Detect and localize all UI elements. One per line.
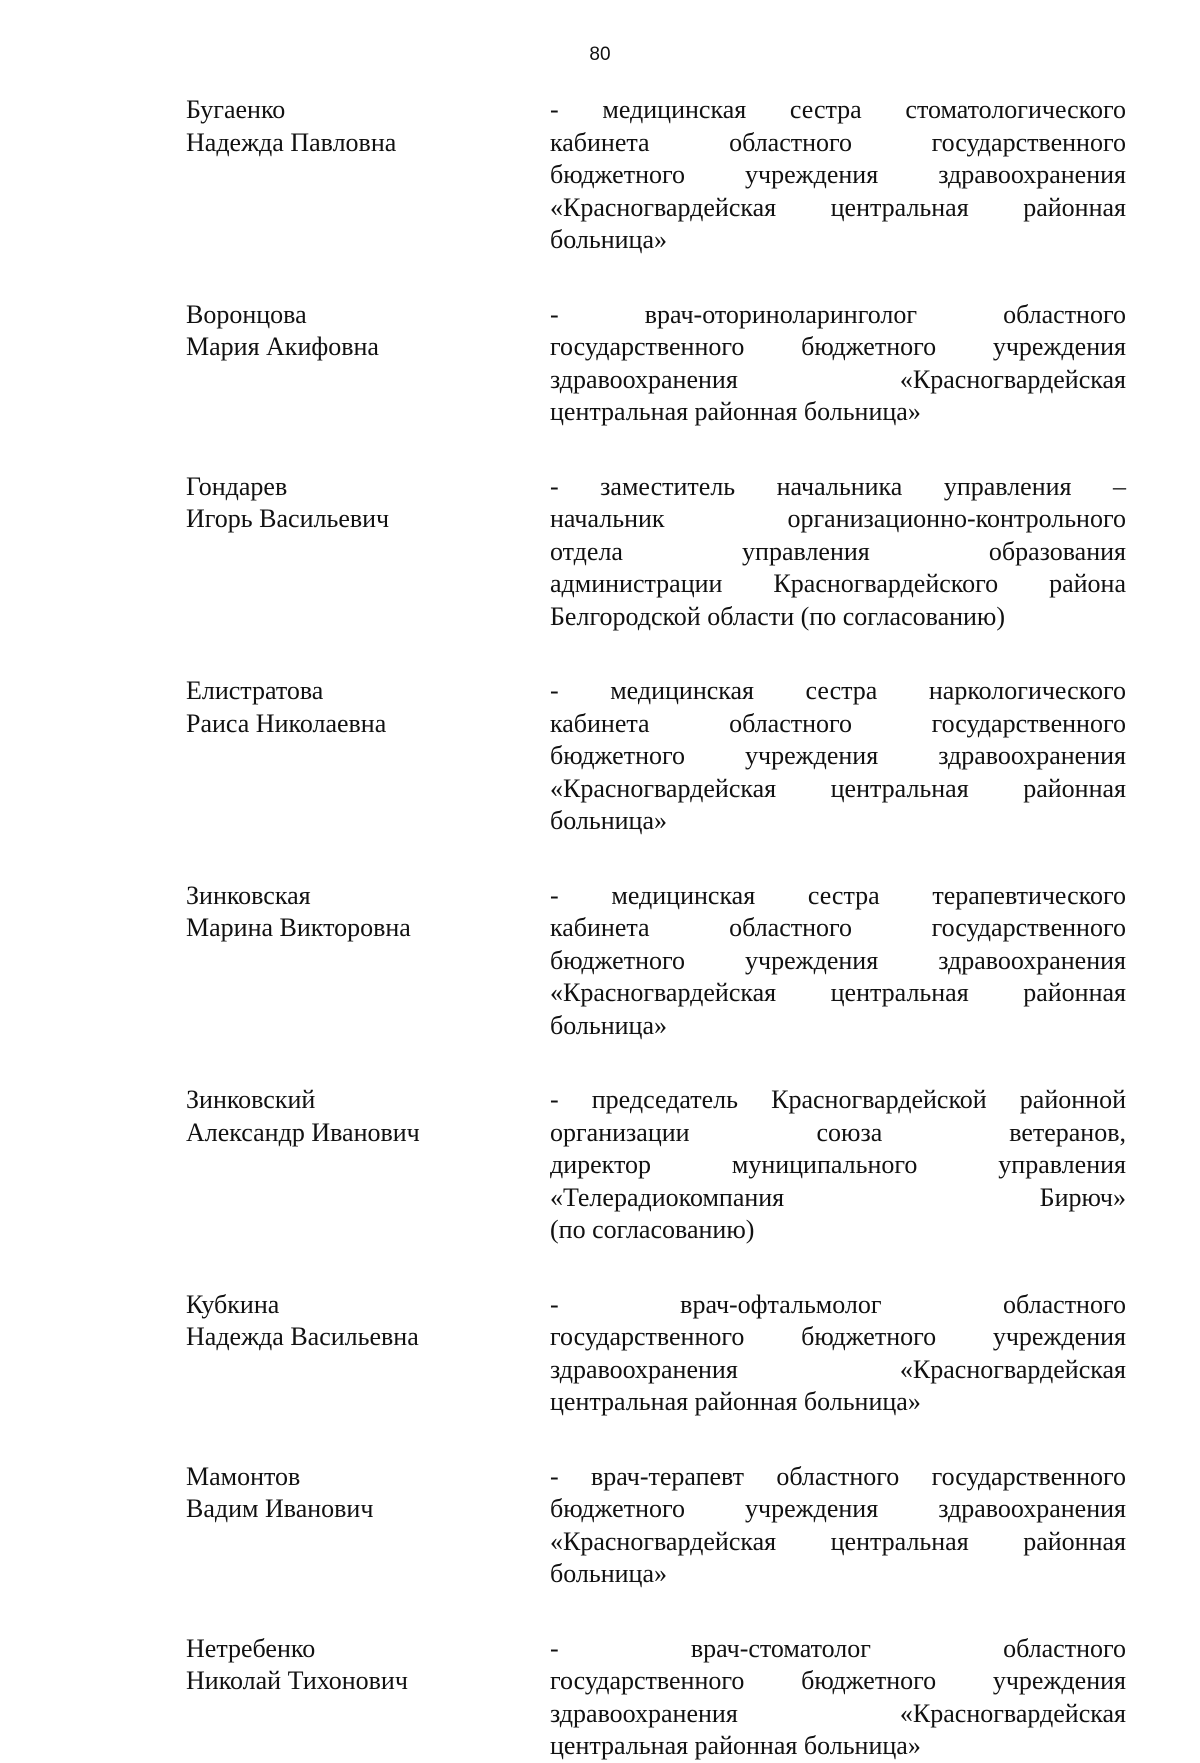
role-line: бюджетного учреждения здравоохранения	[550, 945, 1126, 975]
member-given-name: Мария Акифовна	[186, 332, 379, 361]
member-entry	[186, 1633, 1126, 1763]
member-surname: Кубкина	[186, 1289, 280, 1319]
member-surname: Нетребенко	[186, 1633, 316, 1663]
member-name	[186, 1633, 550, 1763]
role-line: - медицинская сестра терапевтического	[550, 880, 1126, 910]
role-line: государственного бюджетного учреждения	[550, 332, 1126, 361]
role-line: больница»	[550, 806, 667, 835]
role-line: кабинета областного государственного	[550, 913, 1126, 942]
member-name	[186, 675, 550, 838]
member-entry	[186, 471, 1126, 634]
role-line: кабинета областного государственного	[550, 708, 1126, 738]
role-line: Белгородской области (по согласованию)	[550, 601, 1006, 631]
role-line: государственного бюджетного учреждения	[550, 1322, 1126, 1351]
member-surname: Мамонтов	[186, 1461, 301, 1491]
role-line: - врач-стоматолог областного	[550, 1633, 1126, 1663]
role-line: государственного бюджетного учреждения	[550, 1666, 1126, 1695]
role-line: больница»	[550, 1559, 667, 1588]
member-role	[550, 299, 1126, 429]
member-name	[186, 94, 550, 257]
member-name	[186, 1084, 550, 1247]
role-line: администрации Красногвардейского района	[550, 569, 1126, 598]
member-entry	[186, 1289, 1126, 1419]
member-entry	[186, 1084, 1126, 1247]
member-entry	[186, 880, 1126, 1043]
member-given-name: Надежда Павловна	[186, 127, 397, 157]
role-line: - врач-офтальмолог областного	[550, 1289, 1126, 1319]
member-role	[550, 880, 1126, 1043]
role-line: - заместитель начальника управления –	[550, 471, 1126, 501]
role-line: отдела управления образования	[550, 536, 1126, 566]
role-line: здравоохранения «Красногвардейская	[550, 364, 1126, 394]
member-name	[186, 299, 550, 429]
role-line: - врач-оториноларинголог областного	[550, 299, 1126, 329]
member-entry	[186, 675, 1126, 838]
role-line: «Красногвардейская центральная районная	[550, 192, 1126, 222]
role-line: бюджетного учреждения здравоохранения	[550, 1494, 1126, 1523]
member-entry	[186, 299, 1126, 429]
role-line: бюджетного учреждения здравоохранения	[550, 160, 1126, 189]
member-name	[186, 1461, 550, 1591]
member-surname: Бугаенко	[186, 95, 286, 124]
member-given-name: Александр Иванович	[186, 1117, 420, 1147]
member-role	[550, 1633, 1126, 1763]
member-role	[550, 1461, 1126, 1591]
member-name	[186, 1289, 550, 1419]
role-line: здравоохранения «Красногвардейская	[550, 1698, 1126, 1728]
member-role	[550, 1289, 1126, 1419]
role-line: бюджетного учреждения здравоохранения	[550, 741, 1126, 770]
page-number: 80	[589, 44, 611, 65]
role-line: кабинета областного государственного	[550, 127, 1126, 157]
member-surname: Зинковский	[186, 1085, 316, 1114]
role-line: «Телерадиокомпания Бирюч»	[550, 1182, 1126, 1212]
member-role	[550, 675, 1126, 838]
role-line: (по согласованию)	[550, 1215, 755, 1244]
role-line: «Красногвардейская центральная районная	[550, 1526, 1126, 1556]
member-name	[186, 471, 550, 634]
member-given-name: Вадим Иванович	[186, 1494, 374, 1523]
role-line: центральная районная больница»	[550, 397, 921, 426]
role-line: - врач-терапевт областного государственного	[550, 1461, 1126, 1491]
member-given-name: Игорь Васильевич	[186, 504, 390, 533]
member-surname: Елистратова	[186, 676, 324, 705]
member-entry	[186, 1461, 1126, 1591]
role-line: начальник организационно-контрольного	[550, 504, 1126, 533]
member-role	[550, 94, 1126, 257]
member-given-name: Николай Тихонович	[186, 1666, 408, 1695]
member-entry	[186, 94, 1126, 257]
role-line: - председатель Красногвардейской районной	[550, 1085, 1126, 1114]
role-line: - медицинская сестра наркологического	[550, 676, 1126, 705]
role-line: организации союза ветеранов,	[550, 1117, 1126, 1147]
member-list	[186, 94, 1126, 1763]
member-surname: Гондарев	[186, 471, 288, 501]
role-line: центральная районная больница»	[550, 1387, 921, 1416]
member-given-name: Надежда Васильевна	[186, 1322, 419, 1351]
member-role	[550, 1084, 1126, 1247]
member-given-name: Раиса Николаевна	[186, 708, 387, 738]
role-line: здравоохранения «Красногвардейская	[550, 1354, 1126, 1384]
member-surname: Зинковская	[186, 880, 311, 910]
member-surname: Воронцова	[186, 299, 307, 329]
role-line: директор муниципального управления	[550, 1150, 1126, 1179]
member-given-name: Марина Викторовна	[186, 913, 411, 942]
role-line: «Красногвардейская центральная районная	[550, 773, 1126, 803]
member-name	[186, 880, 550, 1043]
role-line: больница»	[550, 225, 667, 254]
role-line: - медицинская сестра стоматологического	[550, 95, 1126, 124]
role-line: «Красногвардейская центральная районная	[550, 978, 1126, 1007]
role-line: больница»	[550, 1010, 667, 1040]
member-role	[550, 471, 1126, 634]
role-line: центральная районная больница»	[550, 1731, 921, 1760]
